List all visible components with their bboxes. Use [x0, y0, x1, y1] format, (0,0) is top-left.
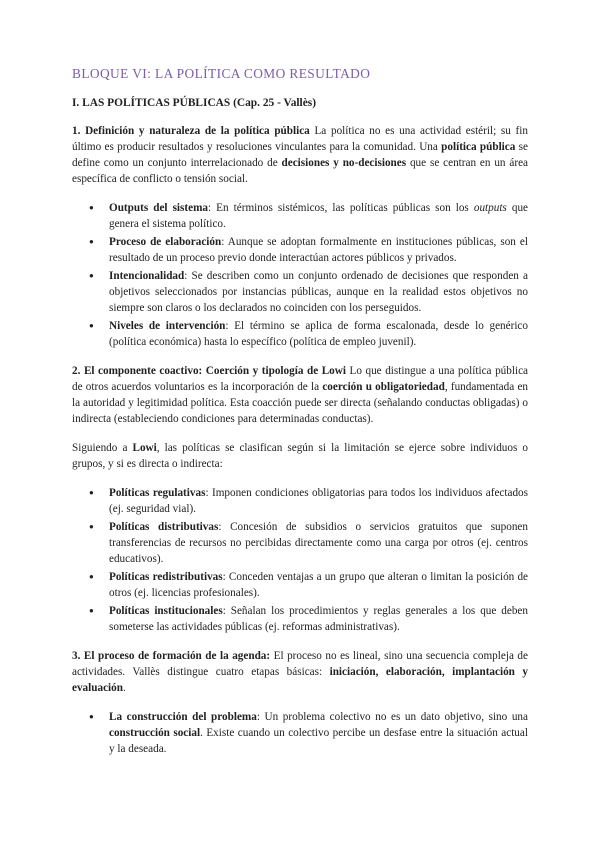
list-item: ● Políticas distributivas: Concesión de subsidios o servicios gratuitos que suponen transferencias de recursos no percibidas directamente como una carga por otros (ej. centros educativos).: [109, 519, 528, 567]
bullet-list-policy-types: [72, 485, 528, 635]
paragraph-agenda: 3. El proceso de formación de la agenda: El proceso no es lineal, sino una secuencia compleja de actividades. Vallès distingue cuatro etapas básicas: iniciación, elaboración, implantación y evaluación.: [72, 650, 528, 694]
list-item: ● Niveles de intervención: El término se aplica de forma escalonada, desde lo genérico (política económica) hasta lo específico (política de empleo juvenil).: [109, 318, 528, 350]
list-item: ● Políticas regulativas: Imponen condiciones obligatorias para todos los individuos afectados (ej. seguridad vial).: [109, 485, 528, 517]
list-item: ● Políticas institucionales: Señalan los procedimientos y reglas generales a los que deben someterse las actividades públicas (ej. reformas administrativas).: [109, 603, 528, 635]
bullet-list-characteristics: [72, 200, 528, 350]
list-item: ● La construcción del problema: Un problema colectivo no es un dato objetivo, sino una construcción social. Existe cuando un colectivo percibe un desfase entre la situación actual y la deseada.: [109, 709, 528, 757]
paragraph-title: 3. El proceso de formación de la agenda:: [72, 650, 271, 662]
paragraph-lowi: Siguiendo a Lowi, las políticas se clasifican según si la limitación se ejerce sobre individuos o grupos, y si es directa o indirecta:: [72, 442, 529, 470]
document-page: [72, 66, 528, 770]
section-heading: I. LAS POLÍTICAS PÚBLICAS (Cap. 25 - Vallès): [72, 97, 316, 109]
document-title: BLOQUE VI: LA POLÍTICA COMO RESULTADO: [72, 66, 371, 81]
list-item: ● Intencionalidad: Se describen como un conjunto ordenado de decisiones que responden a objetivos seleccionados por instancias públicas, aunque en la realidad estos objetivos no siempre son claros o los declarados no coinciden con los perseguidos.: [109, 268, 528, 316]
paragraph-coercion: 2. El componente coactivo: Coerción y tipología de Lowi Lo que distingue a una política pública de otros acuerdos voluntarios es la incorporación de la coerción u obligatoriedad, fundamentada en la autoridad y legitimidad política. Esta coacción puede ser directa (señalando conductas obligadas) o indirecta (estableciendo condiciones para determinadas conductas).: [72, 365, 529, 425]
list-item: ● Proceso de elaboración: Aunque se adoptan formalmente en instituciones públicas, son el resultado de un proceso previo donde interactúan actores públicos y privados.: [109, 234, 528, 266]
list-item: ● Políticas redistributivas: Conceden ventajas a un grupo que alteran o limitan la posición de otros (ej. licencias profesionales).: [109, 569, 528, 601]
paragraph-title: 1. Definición y naturaleza de la política pública: [72, 125, 310, 137]
paragraph-definition: 1. Definición y naturaleza de la política pública La política no es una actividad estéril; su fin último es producir resultados y resoluciones vinculantes para la comunidad. Una política pública se define como un conjunto interrelacionado de decisiones y no-decisiones que se centran en un área específica de conflicto o tensión social.: [72, 125, 529, 185]
list-item: ● Outputs del sistema: En términos sistémicos, las políticas públicas son los outputs que genera el sistema político.: [109, 200, 528, 232]
bullet-list-stages: [72, 709, 528, 757]
paragraph-title: 2. El componente coactivo: Coerción y tipología de Lowi: [72, 365, 346, 377]
